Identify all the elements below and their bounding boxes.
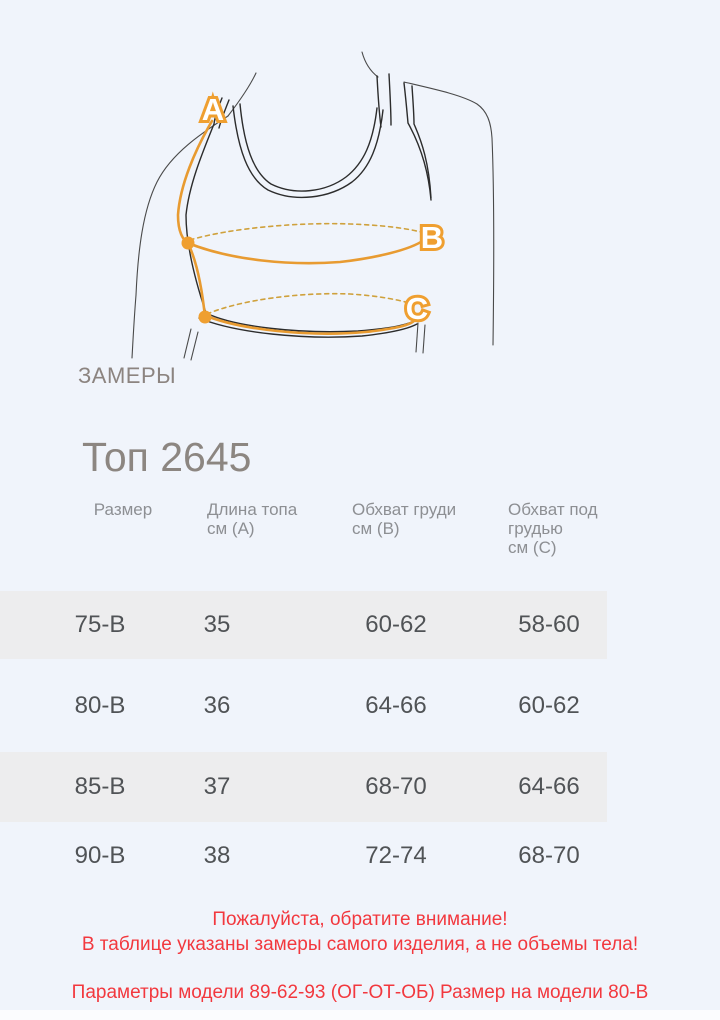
bust-measure-front-arc [188,240,424,263]
length-value: 38 [203,842,231,869]
torso-left-line-1 [184,329,191,358]
attention-note-line2: В таблице указаны замеры самого изделия, а не объемы тела! [81,934,639,955]
right-shoulder-line [404,82,492,138]
length-value: 35 [203,611,231,638]
underbust-measure-back-arc [207,294,412,314]
length-value: 36 [203,691,231,719]
attention-note-line1: Пожалуйста, обратите внимание! [212,909,508,930]
right-strap-edge [404,83,431,200]
bust-value: 64-66 [365,691,427,719]
torso-right-line-2 [423,325,425,353]
table-row [0,591,607,659]
attention-note [0,907,720,957]
column-header-underbust: Обхват под грудью см (С) [508,500,598,557]
sports-top-sketch-icon [0,0,720,365]
product-title: Топ 2645 [82,434,252,480]
left-arm-line [132,116,228,358]
right-strap-outer [377,76,381,127]
length-measure-line [178,121,212,317]
table-row [0,822,607,890]
length-value: 37 [203,773,231,800]
left-side-seam [186,98,222,313]
right-arm-line [492,138,494,345]
garment-measurement-diagram [0,0,720,365]
neck-left-line [228,73,256,116]
column-header-bust: Обхват груди см (В) [352,500,457,538]
size-value: 80-B [74,691,126,719]
underbust-value: 58-60 [518,611,580,638]
marker-a: A [201,92,225,127]
neckline-outer [233,106,383,197]
size-value: 85-B [74,773,126,800]
table-row [0,659,607,752]
underbust-value: 64-66 [518,773,580,800]
size-value: 75-B [74,611,126,638]
bust-measure-back-arc [190,224,421,240]
size-value: 90-B [74,842,126,869]
table-row [0,752,607,822]
bust-value: 68-70 [365,773,427,800]
column-header-length: Длина топа см (А) [207,500,298,538]
underbust-value: 60-62 [518,691,580,719]
torso-right-line-1 [416,323,418,352]
measurements-caption: ЗАМЕРЫ [78,363,177,388]
marker-c: C [405,291,429,326]
hair-curl-line [362,52,378,77]
column-header-size: Размер [93,500,153,519]
right-strap-inner [389,74,391,125]
model-parameters-note: Параметры модели 89-62-93 (ОГ-ОТ-ОБ) Размер на модели 80-В [71,982,649,1003]
bust-value: 72-74 [365,842,427,869]
underbust-anchor-dot [199,311,212,324]
bust-value: 60-62 [365,611,427,638]
underbust-value: 68-70 [518,842,580,869]
torso-left-line-2 [191,332,198,360]
bottom-strip [0,1010,720,1020]
bust-anchor-dot [182,237,195,250]
marker-b: B [420,220,444,255]
